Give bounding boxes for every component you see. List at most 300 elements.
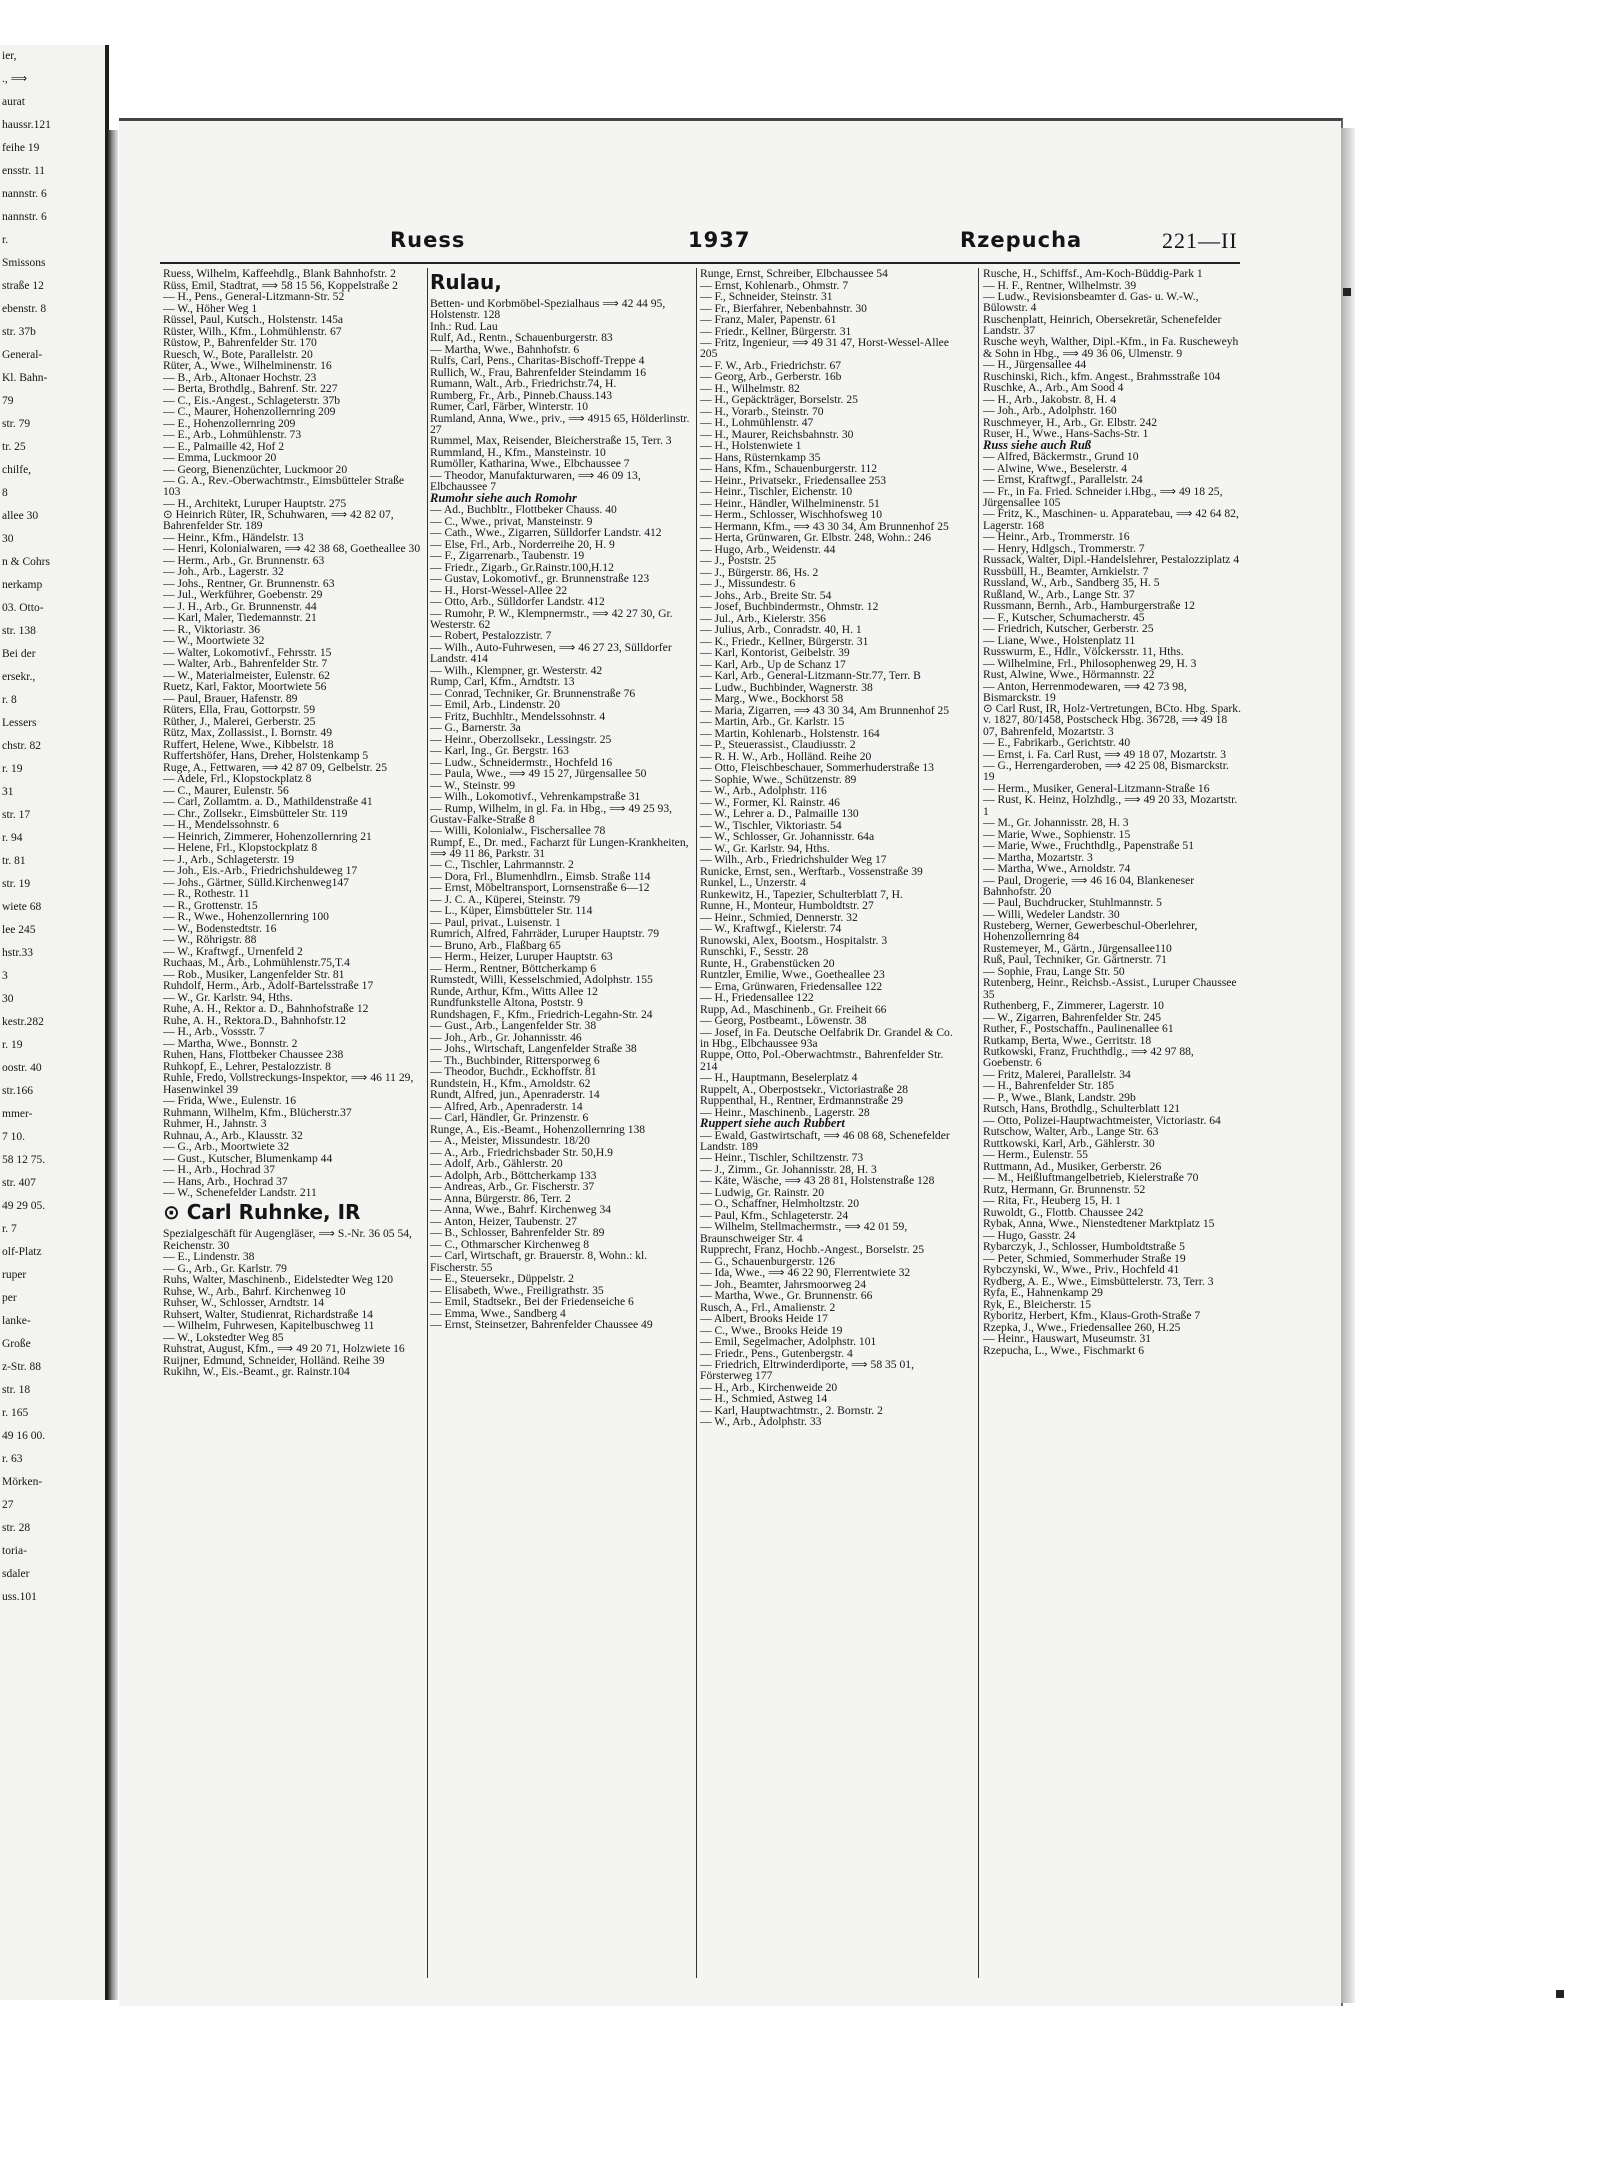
directory-entry: — Johs., Gärtner, Sülld.Kirchenweg147 — [163, 875, 349, 889]
directory-entry: Ruhe, A. H., Rektora.D., Bahnhofstr.12 — [163, 1013, 346, 1027]
directory-entry: Ruge, A., Fettwaren, ⟹ 42 87 09, Gelbelstr. 25 — [163, 760, 387, 774]
directory-entry: Ruppe, Otto, Pol.-Oberwachtmstr., Bahrenfelder Str. 214 — [700, 1048, 944, 1073]
directory-entry: Ruhse, W., Arb., Bahrf. Kirchenweg 10 — [163, 1284, 346, 1298]
directory-entry: — Paula, Wwe., ⟹ 49 15 27, Jürgensallee 50 — [430, 767, 647, 781]
directory-entry: — Th., Buchbinder, Rittersporweg 6 — [430, 1053, 600, 1067]
directory-entry: Ruschke, A., Arb., Am Sood 4 — [983, 381, 1124, 395]
previous-page-text: lanke- — [2, 1315, 31, 1327]
directory-entry: Runtzler, Emilie, Wwe., Goetheallee 23 — [700, 968, 885, 982]
directory-entry: Rußland, W., Arb., Lange Str. 37 — [983, 587, 1135, 601]
directory-entry: — Joh., Beamter, Jahrsmoorweg 24 — [700, 1277, 867, 1291]
directory-entry: — Johs., Arb., Breite Str. 54 — [700, 588, 832, 602]
directory-entry: — W., Materialmeister, Eulenstr. 62 — [163, 668, 330, 682]
previous-page-text: ersekr., — [2, 671, 36, 683]
directory-entry: — G., Arb., Moortwiete 32 — [163, 1140, 290, 1154]
directory-entry: — Josef, in Fa. Deutsche Oelfabrik Dr. Grandel & Co. in Hbg., Elbchaussee 93a — [700, 1025, 953, 1050]
directory-entry: — Ludwig, Gr. Rainstr. 20 — [700, 1185, 824, 1199]
directory-entry: — Heinr., Tischler, Schiltzenstr. 73 — [700, 1151, 864, 1165]
directory-entry: Rundshagen, F., Kfm., Friedrich-Legahn-Str. 24 — [430, 1007, 653, 1021]
directory-entry: — Emil, Stadtsekr., Bei der Friedenseiche 6 — [430, 1295, 634, 1309]
directory-entry: — Andreas, Arb., Gr. Fischerstr. 37 — [430, 1180, 595, 1194]
directory-entry: — Adolph, Arb., Böttcherkamp 133 — [430, 1168, 597, 1182]
directory-entry: — Else, Frl., Arb., Norderreihe 20, H. 9 — [430, 537, 615, 551]
directory-entry: — Ernst, Möbeltransport, Lornsenstraße 6—12 — [430, 881, 650, 895]
directory-entry: — W., Moortwiete 32 — [163, 634, 265, 648]
directory-entry: Rusch, A., Frl., Amalienstr. 2 — [700, 1300, 836, 1314]
directory-entry: — J., Missundestr. 6 — [700, 577, 796, 591]
directory-entry: Russmann, Bernh., Arb., Hamburgerstraße 12 — [983, 599, 1195, 613]
directory-entry: — Maria, Zigarren, ⟹ 43 30 34, Am Brunnenhof 25 — [700, 703, 950, 717]
directory-entry: — Hans, Rüsternkamp 35 — [700, 450, 821, 464]
directory-entry: — E., Palmaille 42, Hof 2 — [163, 439, 285, 453]
directory-entry: Rydberg, A. E., Wwe., Eimsbüttelerstr. 73, Terr. 3 — [983, 1274, 1214, 1288]
directory-entry: — Heinr., Oberzollsekr., Lessingstr. 25 — [430, 732, 612, 746]
directory-entry: — Wilh., Auto-Fuhrwesen, ⟹ 46 27 23, Sülldorfer Landstr. 414 — [430, 640, 672, 666]
column-divider — [978, 268, 979, 1978]
directory-entry: — C., Wwe., Brooks Heide 19 — [700, 1323, 843, 1337]
directory-entry: Rzepka, J., Wwe., Friedensallee 260, H.25 — [983, 1320, 1181, 1334]
previous-page-text: 30 — [2, 533, 14, 545]
directory-entry: — Joh., Eis.-Arb., Friedrichshuldeweg 17 — [163, 864, 358, 878]
directory-entry: ⊙ Carl Rust, IR, Holz-Vertretungen, BCto. Hbg. Spark. v. 1827, 80/1458, Postscheck Hbg. 36728, ⟹ 49 18 07, Bahrenfeld, Mozartstr. 3 — [983, 702, 1241, 738]
directory-entry: — Josef, Buchbindermstr., Ohmstr. 12 — [700, 600, 879, 614]
directory-entry: ⊙ Carl Ruhnke, IR — [163, 1200, 361, 1225]
directory-entry: — W., Röhrigstr. 88 — [163, 933, 257, 947]
directory-entry: Ruß, Paul, Techniker, Gr. Gärtnerstr. 71 — [983, 953, 1167, 967]
directory-entry: Ruchaas, M., Arb., Lohmühlenstr.75,T.4 — [163, 956, 350, 970]
directory-entry: — Conrad, Techniker, Gr. Brunnenstraße 76 — [430, 686, 636, 700]
directory-entry: — Willi, Kolonialw., Fischersallee 78 — [430, 824, 606, 838]
previous-page-text: Mörken- — [2, 1476, 43, 1488]
directory-entry: — Wilh., Arb., Friedrichshulder Weg 17 — [700, 853, 887, 867]
directory-entry: — M., Heißluftmangelbetrieb, Kielerstraße 70 — [983, 1171, 1199, 1185]
directory-entry: — Joh., Arb., Adolphstr. 160 — [983, 404, 1117, 418]
directory-entry: — Friedrich, Eltrwinderdiporte, ⟹ 58 35 01, Försterweg 177 — [700, 1358, 914, 1383]
directory-entry: — R., Grottenstr. 15 — [163, 898, 258, 912]
directory-entry: — Rust, K. Heinz, Holzhdlg., ⟹ 49 20 33, Mozartstr. 1 — [983, 793, 1238, 818]
directory-entry: Ruetz, Karl, Faktor, Moortwiete 56 — [163, 680, 327, 694]
directory-entry: — Ernst, i. Fa. Carl Rust, ⟹ 49 18 07, Mozartstr. 3 — [983, 747, 1227, 761]
directory-entry: Ruhdolf, Herm., Arb., Adolf-Bartelsstraße 17 — [163, 979, 374, 993]
directory-column-3 — [700, 268, 960, 1983]
directory-entry: — Ludw., Revisionsbeamter d. Gas- u. W.-W., Bülowstr. 4 — [983, 290, 1199, 315]
previous-page-text: Smissons — [2, 257, 46, 269]
previous-page-text: 30 — [2, 993, 14, 1005]
directory-entry: — Herm., Arb., Gr. Brunnenstr. 63 — [163, 553, 325, 567]
directory-entry: Rulau, — [430, 270, 502, 294]
directory-entry: Ruhs, Walter, Maschinenb., Eidelstedter Weg 120 — [163, 1273, 394, 1287]
directory-entry: — W., Tischler, Viktoriastr. 54 — [700, 818, 842, 832]
directory-entry: — Cath., Wwe., Zigarren, Sülldorfer Landstr. 412 — [430, 526, 662, 540]
directory-entry: Ruschenplatt, Heinrich, Obersekretär, Schenefelder Landstr. 37 — [983, 312, 1222, 337]
directory-entry: — Hans, Kfm., Schauenburgerstr. 112 — [700, 462, 878, 476]
previous-page-text: 49 16 00. — [2, 1430, 46, 1442]
directory-entry: Rutschow, Walter, Arb., Lange Str. 63 — [983, 1125, 1159, 1139]
directory-entry: Runge, A., Eis.-Beamt., Hohenzollernring 138 — [430, 1122, 646, 1136]
previous-page-text: haussr.121 — [2, 119, 51, 131]
previous-page-text: tr. 81 — [2, 855, 26, 867]
directory-entry: — A., Meister, Missundestr. 18/20 — [430, 1134, 590, 1148]
directory-entry: — Friedr., Pens., Gutenbergstr. 4 — [700, 1346, 853, 1360]
directory-entry: — Marg., Wwe., Bockhorst 58 — [700, 692, 844, 706]
directory-entry: — Jul., Werkführer, Goebenstr. 29 — [163, 588, 323, 602]
previous-page-text: feihe 19 — [2, 142, 40, 154]
directory-entry: — Sophie, Wwe., Schützenstr. 89 — [700, 772, 857, 786]
directory-entry: — Paul, Brauer, Hafenstr. 89 — [163, 691, 298, 705]
directory-entry: — W., Lehrer a. D., Palmaille 130 — [700, 807, 859, 821]
directory-entry: Rybak, Anna, Wwe., Nienstedtener Marktplatz 15 — [983, 1217, 1215, 1231]
directory-entry: Rumrich, Alfred, Fahrräder, Luruper Hauptstr. 79 — [430, 927, 660, 941]
previous-page-text: hstr.33 — [2, 947, 33, 959]
directory-entry: Ruhmer, H., Jahnstr. 3 — [163, 1117, 267, 1131]
directory-entry: — Joh., Arb., Gr. Johannisstr. 46 — [430, 1030, 582, 1044]
directory-entry: Ryboritz, Herbert, Kfm., Klaus-Groth-Straße 7 — [983, 1309, 1201, 1323]
directory-entry: — Karl, Arb., General-Litzmann-Str.77, Terr. B — [700, 669, 921, 683]
directory-entry: — H., Arb., Hochrad 37 — [163, 1163, 276, 1177]
previous-page-text: ensstr. 11 — [2, 165, 46, 177]
directory-entry: Rumöller, Katharina, Wwe., Elbchaussee 7 — [430, 457, 630, 471]
directory-entry: Rulfs, Carl, Pens., Charitas-Bischoff-Treppe 4 — [430, 354, 645, 368]
directory-entry: — W., Arb., Adolphstr. 116 — [700, 784, 827, 798]
directory-entry: — A., Arb., Friedrichsbader Str. 50,H.9 — [430, 1145, 613, 1159]
directory-entry: — Peter, Schmied, Sommerhuder Straße 19 — [983, 1251, 1186, 1265]
directory-entry: — H., Gepäckträger, Borselstr. 25 — [700, 393, 858, 407]
directory-entry: Rüster, Wilh., Kfm., Lohmühlenstr. 67 — [163, 324, 342, 338]
directory-entry: — H., Wilhelmstr. 82 — [700, 381, 800, 395]
directory-entry: Rumann, Walt., Arb., Friedrichstr.74, H. — [430, 377, 617, 391]
directory-entry: — Sophie, Frau, Lange Str. 50 — [983, 964, 1125, 978]
directory-entry: — H., Jürgensallee 44 — [983, 358, 1087, 372]
directory-entry: — Karl, Ing., Gr. Bergstr. 163 — [430, 744, 569, 758]
directory-entry: Russbüll, H., Beamter, Arnkielstr. 7 — [983, 564, 1149, 578]
directory-entry: — H., Vorarb., Steinstr. 70 — [700, 404, 824, 418]
previous-page-text: sdaler — [2, 1568, 30, 1580]
directory-entry: Rütz, Max, Zollassist., I. Bornstr. 49 — [163, 726, 333, 740]
directory-entry: Rustemeyer, M., Gärtn., Jürgensallee110 — [983, 941, 1172, 955]
directory-entry: — Fritz, Buchhltr., Mendelssohnstr. 4 — [430, 709, 606, 723]
directory-entry: — H., Pens., General-Litzmann-Str. 52 — [163, 290, 345, 303]
directory-entry: — Heinr., Schmied, Dennerstr. 32 — [700, 910, 858, 924]
directory-entry: Rumpf, E., Dr. med., Facharzt für Lungen-Krankheiten, ⟹ 49 11 86, Parkstr. 31 — [430, 835, 689, 860]
directory-entry: — Emma, Wwe., Sandberg 4 — [430, 1306, 566, 1320]
directory-entry: — H., Bahrenfelder Str. 185 — [983, 1079, 1115, 1093]
running-head-last-entry: Rzepucha — [960, 228, 1083, 252]
directory-entry: — Julius, Arb., Conradstr. 40, H. 1 — [700, 623, 862, 637]
directory-entry: — Henri, Kolonialwaren, ⟹ 42 38 68, Goetheallee 30 — [163, 542, 421, 556]
directory-entry: — C., Maurer, Hohenzollernring 209 — [163, 405, 336, 418]
directory-entry: — H., Friedensallee 122 — [700, 991, 814, 1005]
previous-page-text: str. 407 — [2, 1177, 36, 1189]
directory-entry: — Hugo, Gasstr. 24 — [983, 1228, 1076, 1242]
directory-entry: — Friedr., Kellner, Bürgerstr. 31 — [700, 324, 852, 338]
directory-entry: — B., Arb., Altonaer Hochstr. 23 — [163, 370, 317, 384]
previous-page-text: General- — [2, 349, 43, 361]
directory-entry: — Heinr., Kfm., Händelstr. 13 — [163, 530, 304, 544]
directory-entry: — Karl, Kontorist, Geibelstr. 39 — [700, 646, 850, 660]
directory-entry: — Otto, Fleischbeschauer, Sommerhuderstraße 13 — [700, 761, 934, 775]
directory-entry: Ruhser, W., Schlosser, Arndtstr. 14 — [163, 1296, 325, 1310]
directory-entry: Runicke, Ernst, sen., Werftarb., Vossenstraße 39 — [700, 864, 923, 878]
directory-entry: — W., Höher Weg 1 — [163, 301, 258, 315]
directory-entry: — Heinrich, Zimmerer, Hohenzollernring 21 — [163, 829, 372, 843]
directory-entry: Runkel, L., Unzerstr. 4 — [700, 876, 806, 890]
directory-entry: Ruhe, A. H., Rektor a. D., Bahnhofstraße 12 — [163, 1002, 369, 1016]
directory-entry: — Ludw., Schneidermstr., Hochfeld 16 — [430, 755, 613, 769]
directory-entry: — Rump, Wilhelm, in gl. Fa. in Hbg., ⟹ 49 25 93, Gustav-Falke-Straße 8 — [430, 801, 673, 826]
directory-entry: Inh.: Rud. Lau — [430, 319, 498, 333]
directory-entry: — Herm., Eulenstr. 55 — [983, 1148, 1088, 1162]
crop-mark — [1343, 288, 1351, 296]
directory-entry: — Dora, Frl., Blumenhdlrn., Eimsb. Straße 114 — [430, 869, 651, 883]
directory-entry: — Anna, Bürgerstr. 86, Terr. 2 — [430, 1191, 571, 1205]
directory-entry: — H. F., Rentner, Wilhelmstr. 39 — [983, 278, 1137, 292]
previous-page-fragment — [0, 45, 109, 2000]
directory-entry: — F., Zigarrenarb., Taubenstr. 19 — [430, 549, 585, 563]
directory-entry: Runschki, F., Sesstr. 28 — [700, 945, 809, 959]
directory-entry: — C., Wwe., privat, Mansteinstr. 9 — [430, 514, 593, 528]
directory-entry: — Georg, Postbeamt., Löwenstr. 38 — [700, 1014, 867, 1028]
directory-entry: — E., Fabrikarb., Gerichtstr. 40 — [983, 736, 1131, 750]
directory-entry: — Rita, Fr., Heuberg 15, H. 1 — [983, 1194, 1121, 1208]
previous-page-text: olf-Platz — [2, 1246, 42, 1258]
directory-entry: — Liane, Wwe., Holstenplatz 11 — [983, 633, 1136, 647]
directory-entry: Ruther, F., Postschaffn., Paulinenallee 61 — [983, 1022, 1174, 1036]
previous-page-text: str. 17 — [2, 809, 31, 821]
directory-entry: Rumberg, Fr., Arb., Pinneb.Chauss.143 — [430, 388, 613, 402]
directory-entry: Rutsch, Hans, Brothdlg., Schulterblatt 121 — [983, 1102, 1181, 1116]
directory-entry: — Hermann, Kfm., ⟹ 43 30 34, Am Brunnenhof 25 — [700, 519, 949, 533]
previous-page-text: nannstr. 6 — [2, 188, 47, 200]
previous-page-text: ebenstr. 8 — [2, 303, 47, 315]
directory-entry: Russwurm, E., Hdlr., Völckersstr. 11, Hths. — [983, 645, 1184, 659]
previous-page-text: r. 94 — [2, 832, 23, 844]
previous-page-text: lee 245 — [2, 924, 36, 936]
directory-entry: Ruwoldt, G., Flottb. Chaussee 242 — [983, 1205, 1144, 1219]
directory-entry: — W., Lokstedter Weg 85 — [163, 1330, 284, 1344]
directory-entry: — Fritz, Malerei, Parallelstr. 34 — [983, 1067, 1131, 1081]
directory-entry: — Fritz, Ingenieur, ⟹ 49 31 47, Horst-Wessel-Allee 205 — [700, 336, 949, 361]
directory-entry: — Wilh., Klempner, gr. Westerstr. 42 — [430, 663, 603, 677]
directory-entry: — Heinr., Maschinenb., Lagerstr. 28 — [700, 1105, 870, 1119]
directory-entry: — Alfred, Arb., Apenraderstr. 14 — [430, 1099, 583, 1113]
directory-entry: — Albert, Brooks Heide 17 — [700, 1312, 828, 1326]
directory-entry: Rüter, A., Wwe., Wilhelminenstr. 16 — [163, 359, 332, 372]
directory-entry: — W., Schlosser, Gr. Johannisstr. 64a — [700, 830, 875, 844]
directory-entry: Runge, Ernst, Schreiber, Elbchaussee 54 — [700, 268, 888, 280]
directory-entry: Rumer, Carl, Färber, Winterstr. 10 — [430, 400, 589, 414]
directory-entry: — R. H. W., Arb., Holländ. Reihe 20 — [700, 749, 872, 763]
directory-entry: — Martin, Arb., Gr. Karlstr. 15 — [700, 715, 845, 729]
directory-entry: — Gustav, Lokomotivf., gr. Brunnenstraße 123 — [430, 572, 650, 586]
directory-entry: — Johs., Rentner, Gr. Brunnenstr. 63 — [163, 576, 335, 590]
directory-entry: Runde, Arthur, Kfm., Witts Allee 12 — [430, 984, 598, 998]
directory-entry: Rusteberg, Werner, Gewerbeschul-Oberlehrer, Hohenzollernring 84 — [983, 919, 1198, 944]
directory-entry: ⊙ Heinrich Rüter, IR, Schuhwaren, ⟹ 42 82 07, Bahrenfelder Str. 189 — [163, 508, 394, 533]
previous-page-text: str.166 — [2, 1085, 33, 1097]
directory-entry: — Martha, Wwe., Arnoldstr. 74 — [983, 862, 1131, 876]
directory-entry: — Rob., Musiker, Langenfelder Str. 81 — [163, 967, 345, 981]
directory-entry: Ryfa, E., Hahnenkamp 29 — [983, 1286, 1103, 1300]
directory-entry: — Wilhelmine, Frl., Philosophenweg 29, H. 3 — [983, 656, 1197, 670]
directory-entry: — W., Kraftwgf., Kielerstr. 74 — [700, 922, 842, 936]
directory-entry: — Heinr., Händler, Wilhelminenstr. 51 — [700, 496, 880, 510]
directory-entry: — G., Arb., Gr. Karlstr. 79 — [163, 1261, 287, 1275]
directory-entry: — Theodor, Buchdr., Eckhoffstr. 81 — [430, 1065, 597, 1079]
directory-entry: — Alwine, Wwe., Beselerstr. 4 — [983, 461, 1128, 475]
directory-entry: — Otto, Arb., Sülldorfer Landstr. 412 — [430, 595, 605, 609]
directory-entry: — Heinr., Arb., Trommerstr. 16 — [983, 530, 1130, 544]
directory-entry: — E., Steuersekr., Düppelstr. 2 — [430, 1272, 574, 1286]
directory-entry: Rullich, W., Frau, Bahrenfelder Steindamm 16 — [430, 365, 647, 379]
directory-entry: — Berta, Brothdlg., Bahrenf. Str. 227 — [163, 382, 338, 395]
directory-entry: — Emil, Arb., Lindenstr. 20 — [430, 698, 561, 712]
directory-entry: — Gust., Kutscher, Blumenkamp 44 — [163, 1151, 333, 1165]
directory-entry: — Adolf, Arb., Gählerstr. 20 — [430, 1157, 563, 1171]
directory-entry: — Carl, Händler, Gr. Prinzenstr. 6 — [430, 1111, 589, 1125]
directory-entry: — Carl, Wirtschaft, gr. Brauerstr. 8, Wohn.: kl. Fischerstr. 55 — [430, 1249, 648, 1274]
directory-entry: Rüther, J., Malerei, Gerberstr. 25 — [163, 714, 316, 728]
directory-entry: — Heinr., Privatsekr., Friedensallee 253 — [700, 473, 887, 487]
previous-page-text: 79 — [2, 395, 14, 407]
directory-entry: — Karl, Hauptwachtmstr., 2. Bornstr. 2 — [700, 1403, 883, 1417]
directory-entry: — J., Arb., Schlageterstr. 19 — [163, 852, 295, 866]
directory-entry: — Franz, Maler, Papenstr. 61 — [700, 313, 837, 326]
previous-page-text: str. 18 — [2, 1384, 31, 1396]
directory-entry: — F., Kutscher, Schumacherstr. 45 — [983, 610, 1145, 624]
previous-page-text: tr. 25 — [2, 441, 26, 453]
previous-page-text: chstr. 82 — [2, 740, 41, 752]
directory-entry: — Martha, Mozartstr. 3 — [983, 850, 1093, 864]
column-divider — [427, 268, 428, 1978]
directory-entry: — H., Architekt, Luruper Hauptstr. 275 — [163, 496, 347, 510]
directory-entry: — Paul, Kfm., Schlageterstr. 24 — [700, 1208, 849, 1222]
directory-entry: — Herm., Rentner, Böttcherkamp 6 — [430, 961, 596, 975]
directory-entry: — H., Lohmühlenstr. 47 — [700, 416, 814, 430]
directory-entry: — Heinr., Hauswart, Museumstr. 31 — [983, 1332, 1152, 1346]
previous-page-text: str. 138 — [2, 625, 36, 637]
directory-entry: — H., Arb., Kirchenweide 20 — [700, 1380, 838, 1394]
directory-entry: Rüss, Emil, Stadtrat, ⟹ 58 15 56, Koppelstraße 2 — [163, 278, 398, 292]
directory-entry: — Friedr., Zigarb., Gr.Rainstr.100,H.12 — [430, 560, 614, 574]
directory-entry: Rumstedt, Willi, Kesselschmied, Adolphstr. 155 — [430, 973, 653, 987]
directory-entry: — Emma, Luckmoor 20 — [163, 451, 277, 464]
directory-entry: — H., Holstenwiete 1 — [700, 439, 802, 453]
book-gutter — [108, 130, 118, 2000]
directory-entry: Betten- und Korbmöbel-Spezialhaus ⟹ 42 44 95, Holstenstr. 128 — [430, 297, 666, 322]
directory-entry: — W., Schenefelder Landstr. 211 — [163, 1186, 317, 1200]
directory-entry: — J. C. A., Küperei, Steinstr. 79 — [430, 892, 581, 906]
directory-entry: Rump, Carl, Kfm., Arndtstr. 13 — [430, 675, 575, 689]
directory-entry: Rukihn, W., Eis.-Beamt., gr. Rainstr.104 — [163, 1365, 350, 1379]
directory-entry: Spezialgeschäft für Augengläser, ⟹ S.-Nr. 36 05 54, Reichenstr. 30 — [163, 1227, 412, 1252]
directory-entry: — W., Gr. Karlstr. 94, Hths. — [700, 841, 830, 855]
directory-entry: Ruhen, Hans, Flottbeker Chaussee 238 — [163, 1048, 344, 1062]
running-head-year: 1937 — [688, 228, 751, 252]
directory-column-4 — [983, 268, 1243, 1983]
directory-entry: — Walter, Arb., Bahrenfelder Str. 7 — [163, 657, 328, 671]
directory-entry: — Martha, Wwe., Bonnstr. 2 — [163, 1036, 298, 1050]
previous-page-text: 03. Otto- — [2, 602, 44, 614]
directory-entry: — Herta, Grünwaren, Gr. Elbstr. 248, Wohn.: 246 — [700, 531, 932, 545]
directory-entry: — J., Bürgerstr. 86, Hs. 2 — [700, 565, 819, 579]
directory-entry: Ruppert siehe auch Rubbert — [700, 1116, 845, 1131]
previous-page-text: nannstr. 6 — [2, 211, 47, 223]
crop-mark — [1556, 1990, 1564, 1998]
directory-entry: Ruess, Wilhelm, Kaffeehdlg., Blank Bahnhofstr. 2 — [163, 268, 396, 280]
directory-column-2 — [430, 268, 690, 1983]
directory-entry: — C., Eis.-Angest., Schlageterstr. 37b — [163, 393, 341, 407]
directory-entry: — Gust., Arb., Langenfelder Str. 38 — [430, 1019, 597, 1033]
directory-entry: Rupp, Ad., Maschinenb., Gr. Freiheit 66 — [700, 1002, 887, 1016]
directory-entry: Ruppelt, A., Oberpostsekr., Victoriastraße 28 — [700, 1082, 909, 1096]
directory-entry: — Karl, Arb., Up de Schanz 17 — [700, 657, 846, 671]
directory-entry: — Walter, Lokomotivf., Fehrsstr. 15 — [163, 645, 332, 659]
directory-entry: Runowski, Alex, Bootsm., Hospitalstr. 3 — [700, 933, 888, 947]
directory-entry: — Fr., Bierfahrer, Nebenbahnstr. 30 — [700, 301, 867, 315]
directory-entry: — W., Bodenstedtstr. 16 — [163, 921, 277, 935]
previous-page-text: r. 19 — [2, 1039, 23, 1051]
directory-entry: — Bruno, Arb., Flaßbarg 65 — [430, 938, 561, 952]
directory-entry: — Frida, Wwe., Eulenstr. 16 — [163, 1094, 297, 1108]
directory-entry: Rusche weyh, Walther, Dipl.-Kfm., in Fa. Ruscheweyh & Sohn in Hbg., ⟹ 49 36 06, Ulmenstr. 9 — [983, 335, 1239, 360]
previous-page-text: Kl. Bahn- — [2, 372, 48, 384]
directory-entry: — Paul, Buchdrucker, Stuhlmannstr. 5 — [983, 896, 1162, 910]
previous-page-text: r. — [2, 234, 9, 246]
directory-entry: — O., Schaffner, Helmholtzstr. 20 — [700, 1197, 860, 1211]
directory-entry: — W., Kraftwgf., Urnenfeld 2 — [163, 944, 303, 958]
running-head-first-entry: Ruess — [390, 228, 466, 252]
previous-page-text: r. 19 — [2, 763, 23, 775]
previous-page-text: 8 — [2, 487, 8, 499]
directory-entry: — G., Schauenburgerstr. 126 — [700, 1254, 836, 1268]
directory-entry: Rusche, H., Schiffsf., Am-Koch-Büddig-Park 1 — [983, 268, 1203, 280]
previous-page-text: 58 12 75. — [2, 1154, 46, 1166]
directory-entry: — Hugo, Arb., Weidenstr. 44 — [700, 542, 836, 556]
directory-entry: Ryk, E., Bleicherstr. 15 — [983, 1297, 1092, 1311]
directory-entry: Runkewitz, H., Tapezier, Schulterblatt 7, H. — [700, 887, 903, 901]
previous-page-text: Bei der — [2, 648, 36, 660]
previous-page-text: str. 28 — [2, 1522, 31, 1534]
directory-entry: — J. H., Arb., Gr. Brunnenstr. 44 — [163, 599, 317, 613]
directory-entry: — Ludw., Buchbinder, Wagnerstr. 38 — [700, 680, 873, 694]
directory-entry: — Ad., Buchbltr., Flottbeker Chauss. 40 — [430, 503, 617, 517]
directory-entry: — Heinr., Tischler, Eichenstr. 10 — [700, 485, 853, 499]
directory-entry: — Karl, Maler, Tiedemannstr. 21 — [163, 611, 317, 625]
previous-page-text: Große — [2, 1338, 31, 1350]
directory-entry: Russack, Walter, Dipl.-Handelslehrer, Pestalozziplatz 4 — [983, 553, 1240, 567]
previous-page-text: r. 7 — [2, 1223, 17, 1235]
directory-entry: — Herm., Schlosser, Wischhofsweg 10 — [700, 508, 883, 522]
page-edge-shadow — [1341, 128, 1355, 2003]
directory-entry: — J., Zimm., Gr. Johannisstr. 28, H. 3 — [700, 1162, 877, 1176]
directory-entry: — G. A., Rev.-Oberwachtmstr., Eimsbütteler Straße 103 — [163, 474, 405, 499]
directory-entry: — Georg, Arb., Gerberstr. 16b — [700, 370, 842, 384]
directory-entry: Rüstow, P., Bahrenfelder Str. 170 — [163, 336, 317, 349]
directory-entry: — C., Othmarscher Kirchenweg 8 — [430, 1237, 590, 1251]
directory-entry: Runte, H., Grabenstücken 20 — [700, 956, 835, 970]
directory-entry: Ruser, H., Wwe., Hans-Sachs-Str. 1 — [983, 427, 1149, 441]
directory-entry: — Herm., Heizer, Luruper Hauptstr. 63 — [430, 950, 613, 964]
directory-entry: — Ida, Wwe., ⟹ 46 22 90, Flerrentwiete 32 — [700, 1266, 911, 1280]
directory-entry: — Herm., Musiker, General-Litzmann-Straße 16 — [983, 781, 1210, 795]
directory-entry: — E., Hohenzollernring 209 — [163, 416, 296, 430]
previous-page-text: ier, — [2, 50, 17, 62]
previous-page-text: r. 165 — [2, 1407, 29, 1419]
directory-entry: Rüssel, Paul, Kutsch., Holstenstr. 145a — [163, 313, 344, 326]
directory-entry: — Joh., Arb., Lagerstr. 32 — [163, 565, 284, 579]
directory-entry: — H., Arb., Vossstr. 7 — [163, 1025, 265, 1039]
directory-entry: — Marie, Wwe., Fruchthdlg., Papenstraße 51 — [983, 839, 1195, 853]
